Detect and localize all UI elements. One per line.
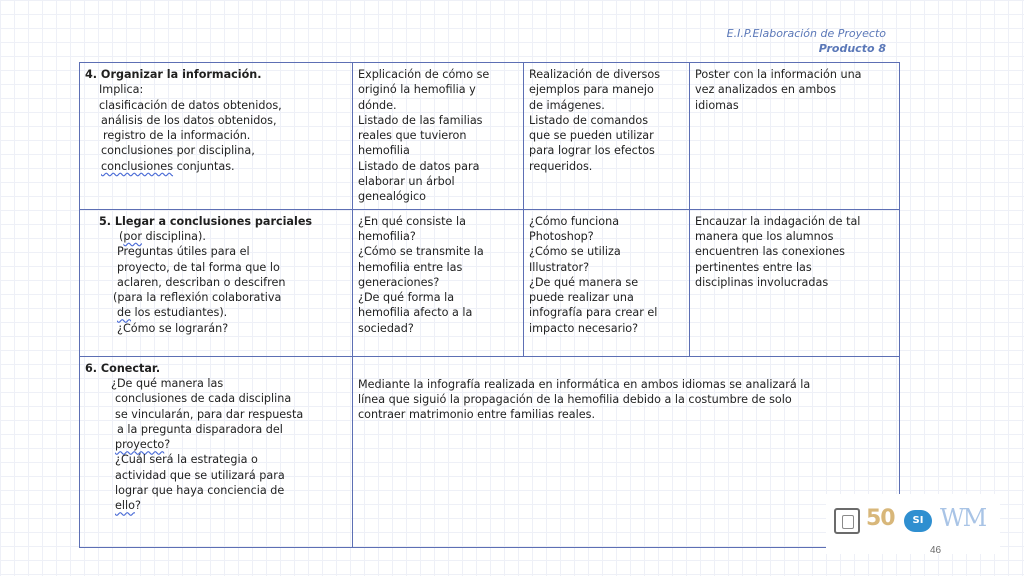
text-line: ¿De qué forma la: [358, 291, 455, 305]
content-cell: [690, 63, 900, 210]
text-line: actividad que se utilizará para: [115, 468, 285, 482]
text-line: clasificación de datos obtenidos,: [99, 98, 282, 112]
text-line: lograr que haya conciencia de: [115, 484, 285, 498]
content-cell: [524, 209, 690, 356]
text-line: [85, 229, 347, 244]
text-line: Implica:: [99, 83, 144, 97]
text-line: ¿Cómo se utiliza: [529, 245, 621, 259]
text-line: Photoshop?: [529, 229, 594, 243]
table-row: [80, 209, 900, 356]
text-line: encuentren las conexiones: [695, 245, 845, 259]
content-cell: [690, 209, 900, 356]
table-row: [80, 356, 900, 547]
text-line: ejemplos para manejo: [529, 83, 654, 97]
text-line: ¿En qué consiste la: [358, 214, 466, 228]
text-line: para lograr los efectos: [529, 144, 655, 158]
table-row: [80, 63, 900, 210]
text-fragment: conjuntas.: [173, 159, 235, 173]
content-cell: [353, 209, 524, 356]
text-line: ¿Cuál será la estrategia o: [115, 453, 258, 467]
text-line: [85, 305, 347, 320]
unam-logo-icon: [834, 508, 860, 534]
text-line: hemofilia afecto a la: [358, 306, 473, 320]
text-line: genealógico: [358, 190, 426, 204]
text-line: conclusiones de cada disciplina: [115, 392, 292, 406]
text-line: ¿De qué manera las: [111, 376, 224, 390]
text-line: requeridos.: [529, 159, 593, 173]
text-line: manera que los alumnos: [695, 229, 834, 243]
text-fragment: (: [119, 229, 124, 243]
text-line: elaborar un árbol: [358, 175, 455, 189]
text-line: línea que siguió la propagación de la hemofilia debido a la costumbre de solo: [358, 392, 792, 406]
spellcheck-word: ello: [115, 499, 135, 513]
text-fragment: disciplina).: [141, 229, 206, 243]
step-heading: 5. Llegar a conclusiones parciales: [99, 214, 313, 228]
text-line: idiomas: [695, 98, 739, 112]
text-line: Mediante la infografía realizada en informática en ambos idiomas se analizará la: [358, 377, 811, 391]
text-fragment: los estudiantes).: [130, 306, 228, 320]
content-cell: [353, 63, 524, 210]
text-line: Listado de datos para: [358, 159, 480, 173]
text-line: impacto necesario?: [529, 321, 639, 335]
text-line: ¿De qué manera se: [529, 275, 639, 289]
text-line: sociedad?: [358, 321, 414, 335]
text-line: dónde.: [358, 98, 397, 112]
text-line: originó la hemofilia y: [358, 83, 476, 97]
text-fragment: ?: [134, 499, 141, 513]
text-line: disciplinas involucradas: [695, 275, 829, 289]
text-line: generaciones?: [358, 275, 440, 289]
text-line: [85, 159, 347, 174]
text-line: proyecto, de tal forma que lo: [117, 260, 280, 274]
text-line: conclusiones por disciplina,: [101, 144, 255, 158]
wm-logo: WM: [940, 504, 986, 532]
spellcheck-word: por: [123, 229, 142, 243]
text-line: ¿Cómo se lograrán?: [117, 321, 229, 335]
spellcheck-word: conclusiones: [101, 159, 174, 173]
step-cell-organize: [80, 63, 353, 210]
text-line: Realización de diversos: [529, 68, 661, 81]
product-label: Producto 8: [818, 42, 886, 55]
spellcheck-word: de: [117, 306, 131, 320]
text-line: de imágenes.: [529, 98, 605, 112]
text-line: vez analizados en ambos: [695, 83, 837, 97]
text-line: hemofilia entre las: [358, 260, 463, 274]
text-line: puede realizar una: [529, 291, 634, 305]
connect-description-cell: [353, 356, 900, 547]
text-line: ¿Cómo funciona: [529, 214, 620, 228]
text-line: [85, 437, 347, 452]
anniversary-logo: 50: [866, 506, 895, 531]
step-heading: 4. Organizar la información.: [85, 68, 262, 81]
text-line: [85, 498, 347, 513]
text-line: análisis de los datos obtenidos,: [101, 113, 277, 127]
document-title: E.I.P.Elaboración de Proyecto: [726, 27, 886, 40]
text-line: Illustrator?: [529, 260, 590, 274]
text-line: Encauzar la indagación de tal: [695, 214, 861, 228]
text-fragment: ?: [164, 438, 171, 452]
text-line: que se pueden utilizar: [529, 129, 654, 143]
text-line: Poster con la información una: [695, 68, 862, 81]
step-heading: 6. Conectar.: [85, 361, 161, 375]
project-table: [79, 62, 900, 548]
institution-logos: [826, 494, 1000, 554]
content-cell: [524, 63, 690, 210]
si-logo: SI: [904, 510, 932, 532]
text-line: contraer matrimonio entre familias reales.: [358, 408, 596, 422]
page-number: 46: [930, 545, 942, 556]
text-line: Listado de las familias: [358, 113, 483, 127]
text-line: reales que tuvieron: [358, 129, 467, 143]
text-line: ¿Cómo se transmite la: [358, 245, 484, 259]
text-line: pertinentes entre las: [695, 260, 812, 274]
text-line: se vincularán, para dar respuesta: [115, 407, 304, 421]
text-line: aclaren, describan o descifren: [117, 275, 286, 289]
text-line: infografía para crear el: [529, 306, 658, 320]
text-line: a la pregunta disparadora del: [117, 422, 283, 436]
text-line: Listado de comandos: [529, 113, 649, 127]
text-line: (para la reflexión colaborativa: [113, 291, 282, 305]
text-line: hemofilia?: [358, 229, 416, 243]
text-line: hemofilia: [358, 144, 410, 158]
text-line: Preguntas útiles para el: [117, 245, 250, 259]
text-line: registro de la información.: [103, 129, 251, 143]
spellcheck-word: proyecto: [115, 438, 165, 452]
text-line: Explicación de cómo se: [358, 68, 490, 81]
step-cell-connect: [80, 356, 353, 547]
step-cell-conclusions: [80, 209, 353, 356]
